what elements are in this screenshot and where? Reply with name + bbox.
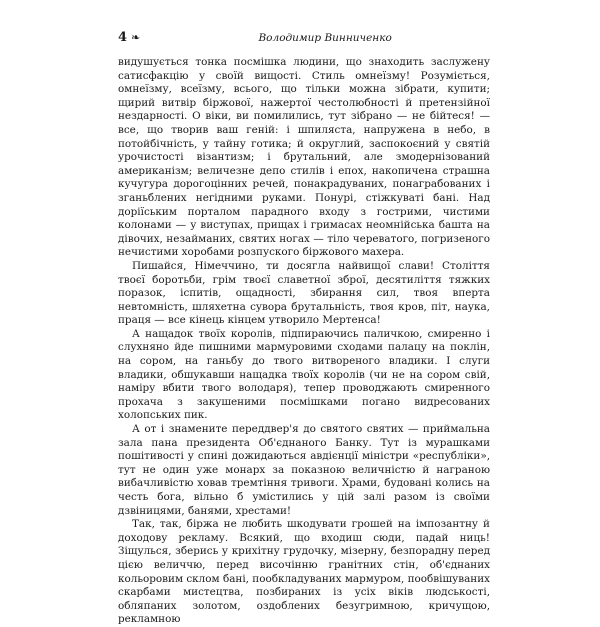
paragraph: видушується тонка посмішка людини, що знаходить заслужену сатисфакцію у своїй вищості. Стиль омнеїзму! Розуміється, омнеїзму, всеїзму, всього, що тільки можна зібрати, купити; щирий витвір біржової, нажертої честолюбності й претензійної нездарності. О віки, ви помилились, тут зібрано — не бійтеся! — все, що творив ваш геній: і шпиляста, напружена в небо, в потойбічність, у тайну готика; й округлий, заспокоєний у святій урочистості візантизм; і брутальний, але змодернізований американізм; величезне депо стилів і епох, накопичена страшна кучугура дорогоцінних речей, понакрадуваних, понаграбованих і зганьблених негідними руками. Понурі, стіжкуваті бані. Над доріїським порталом парадного входу з гострими, чистими колонами — у виступах, прищах і гримасах неомнійська башта на дівочих, незайманих, святих ногах — тіло череватого, погризеного нечистими хоробами розпуского біржового махера. — [118, 56, 490, 259]
page-number: 4 — [118, 30, 128, 45]
paragraph: А от і знамените переддвер'я до святого святих — приймальна зала пана президента Об'єднаного Банку. Тут із мурашками пошітивості у спині дожидаються авдієнції міністри «республіки», тут не один уже монарх за показною величністю й награною вибачливістю ховав тремтіння тривоги. Храми, будовані колись на честь бога, вільно б умістились у цій залі разом із своїми дзвіницями, банями, хрестами! — [118, 423, 490, 517]
paragraph: Пишайся, Німеччино, ти досягла найвищої слави! Століття твоєї боротьби, грім твоєї славетної зброї, десятиліття тяжких поразок, іспитів, ощадності, збирання сил, твоя вперта невтомність, шляхетна суворa брутальність, твоя кров, піт, наука, праця — все кінець кінцем утворило Мертенса! — [118, 259, 490, 327]
page-header — [118, 30, 490, 52]
paragraph: Так, так, біржа не любить шкодувати грошей на імпозантну й доходову рекламу. Всякий, що входиш сюди, падай ниць! Зіщулься, зберись у крихітну грудочку, мізерну, безпорадну перед цією величчю, перед височінню гранітних стін, об'єднаних кольоровим склом бані, пообкладуваних мармуром, пообвішуваних скарбами мистецтва, позбираних із усіх віків людськості, обляпаних золотом, оздоблених безугримною, кричущою, рекламною — [118, 518, 490, 626]
running-head-author: Володимир Винниченко — [258, 32, 392, 44]
leaf-ornament-icon: ❧ — [131, 31, 141, 44]
body-text — [118, 56, 490, 627]
paragraph: А нащадок твоїх королів, підпираючись паличкою, смиренно і слухняно йде пишними мармуровими сходами палацу на поклін, на сором, на ганьбу до твого витвореного владики. І слуги владики, обшукавши нащадка твоїх королів (чи не на сором свій, наміру вбити твого володаря), тепер проводжають смиренного прохача з закушеними посмішками погано видресованих холопських пик. — [118, 327, 490, 422]
